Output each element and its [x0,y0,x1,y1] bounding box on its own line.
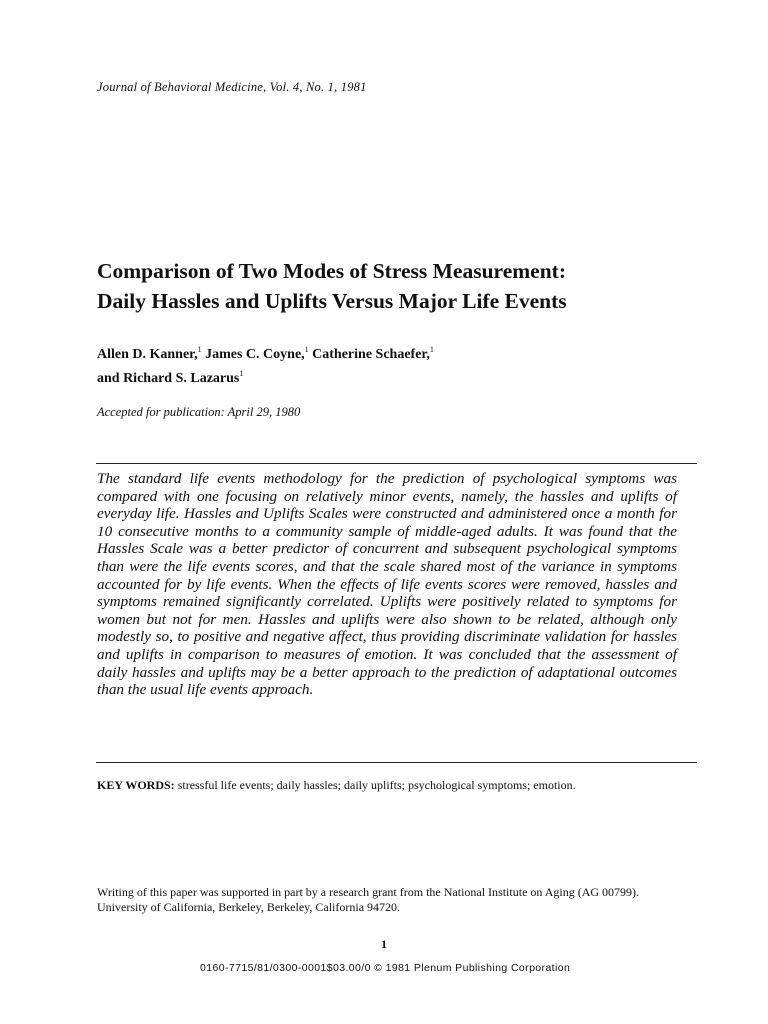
author-name: James C. Coyne, [205,347,305,362]
keywords-label: KEY WORDS: [97,778,175,792]
author-line-2 [97,364,697,388]
abstract-top-rule [96,463,697,464]
abstract-bottom-rule [96,762,697,763]
author-name: Allen D. Kanner, [97,347,198,362]
accepted-date: Accepted for publication: April 29, 1980 [97,405,301,419]
affiliation-mark: 1 [239,369,244,378]
abstract-text: The standard life events methodology for the prediction of psychological symptoms was compared with one focusing on relatively minor events, namely, the hassles and uplifts of everyday life. Hassles and Uplifts Scales were constructed and administered once a month for 10 consecutive months to a community sample of middle-aged adults. It was found that the Hassles Scale was a better predictor of concurrent and subsequent psychological symptoms than were the life events scores, and that the scale shared most of the variance in symptoms accounted for by life events. When the effects of life events scores were removed, hassles and symptoms remained significantly correlated. Uplifts were positively related to symptoms for women but not for men. Hassles and uplifts were also shown to be related, although only modestly so, to positive and negative affect, thus providing discriminate validation for hassles and uplifts in comparison to measures of emotion. It was concluded that the assessment of daily hassles and uplifts may be a better approach to the prediction of adaptational outcomes than the usual life events approach. [97,470,677,699]
footnote [97,885,677,914]
keywords-text: stressful life events; daily hassles; daily uplifts; psychological symptoms; emotion. [177,778,576,792]
title-line-2: Daily Hassles and Uplifts Versus Major Life Events [97,289,567,313]
affiliation-mark: 1 [429,345,434,354]
copyright-line: 0160-7715/81/0300-0001$03.00/0 © 1981 Plenum Publishing Corporation [200,962,571,974]
title-line-1: Comparison of Two Modes of Stress Measurement: [97,259,566,283]
author-name: and Richard S. Lazarus [97,371,240,386]
author-line-1 [97,340,697,364]
keywords [97,778,677,793]
affiliation-mark: 1 [304,345,309,354]
paper-title [97,256,697,316]
footnote-affiliation: University of California, Berkeley, Berkeley, California 94720. [97,899,401,914]
affiliation-mark: 1 [197,345,202,354]
page-number: 1 [381,937,387,951]
author-list [97,340,697,388]
footnote-funding: Writing of this paper was supported in part by a research grant from the National Institute on Aging (AG 00799). [97,885,640,899]
author-name: Catherine Schaefer, [312,347,430,362]
journal-citation: Journal of Behavioral Medicine, Vol. 4, No. 1, 1981 [97,80,367,94]
